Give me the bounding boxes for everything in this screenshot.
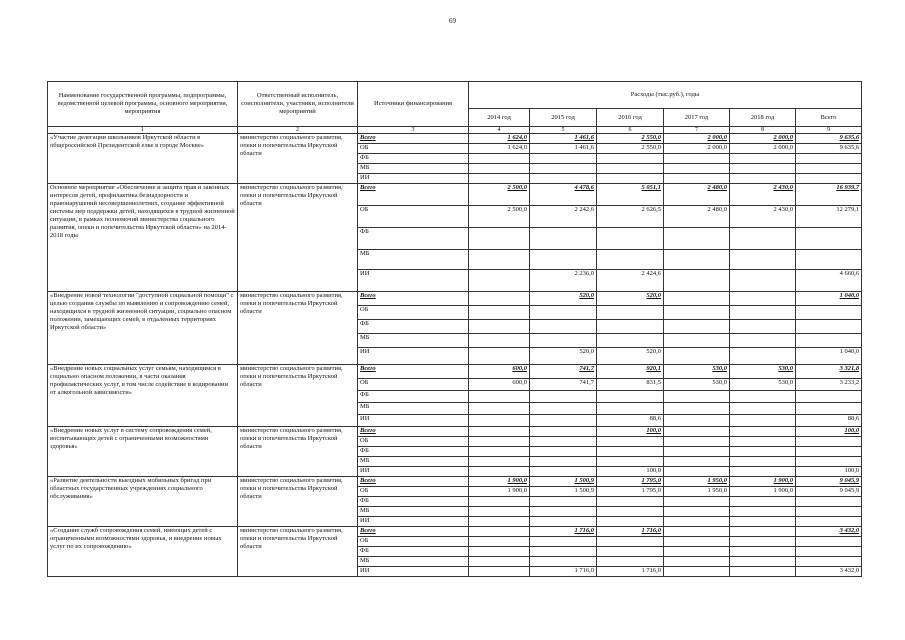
page-number: 69 (449, 17, 456, 25)
year-value-cell: 2 550,0 (597, 134, 664, 144)
year-value-cell (469, 467, 530, 477)
table-row (48, 134, 862, 144)
year-value-cell: 1 900,0 (730, 487, 796, 497)
year-value-cell (730, 292, 796, 306)
header-name: Наименование государственной программы, подпрограммы, ведомственной целевой программы, основного мероприятия, мероприятия (48, 82, 238, 127)
year-value-cell (664, 292, 730, 306)
year-value-cell (730, 437, 796, 447)
year-value-cell (469, 537, 530, 547)
funding-source: ФБ (358, 391, 469, 403)
year-value-cell: 2 480,0 (664, 206, 730, 228)
column-index: 6 (597, 127, 664, 134)
year-value-cell (664, 415, 730, 427)
total-cell: 9 045,9 (796, 477, 862, 487)
header-year: 2014 год (469, 109, 530, 127)
header-executor: Ответственный исполнитель, соисполнители, участники, исполнители мероприятий (238, 82, 358, 127)
funding-source: ОБ (358, 537, 469, 547)
year-value-cell (664, 250, 730, 270)
year-value-cell: 1 950,0 (664, 477, 730, 487)
year-value-cell: 2 480,0 (664, 184, 730, 206)
year-value-cell (664, 457, 730, 467)
year-value-cell (730, 306, 796, 320)
year-value-cell (530, 334, 597, 348)
year-value-cell: 2 550,0 (597, 144, 664, 154)
year-value-cell: 1 716,0 (530, 527, 597, 537)
year-value-cell: 2 000,0 (730, 134, 796, 144)
year-value-cell (469, 348, 530, 365)
year-value-cell (664, 547, 730, 557)
year-value-cell (730, 557, 796, 567)
year-value-cell (469, 292, 530, 306)
header-year: 2017 год (664, 109, 730, 127)
year-value-cell (469, 306, 530, 320)
column-index: 9 (796, 127, 862, 134)
year-value-cell (664, 467, 730, 477)
year-value-cell (469, 270, 530, 292)
year-value-cell (730, 174, 796, 184)
column-index: 5 (530, 127, 597, 134)
year-value-cell: 1 950,0 (664, 487, 730, 497)
year-value-cell (469, 164, 530, 174)
year-value-cell (597, 228, 664, 250)
year-value-cell (664, 537, 730, 547)
activity-name: «Участие делегации школьников Иркутской области в общероссийской Президентской елке в городе Москве» (48, 134, 238, 184)
year-value-cell: 100,0 (597, 427, 664, 437)
funding-source: Всего (358, 427, 469, 437)
year-value-cell (469, 334, 530, 348)
total-cell (796, 457, 862, 467)
year-value-cell (597, 334, 664, 348)
executor-name: министерство социального развития, опеки и попечительства Иркутской области (238, 134, 358, 184)
total-cell (796, 537, 862, 547)
year-value-cell (730, 567, 796, 577)
year-value-cell: 2 430,0 (730, 206, 796, 228)
year-value-cell (530, 457, 597, 467)
year-value-cell (597, 320, 664, 334)
year-value-cell (597, 547, 664, 557)
header-total: Всего (796, 109, 862, 127)
year-value-cell: 530,0 (664, 379, 730, 391)
year-value-cell (730, 415, 796, 427)
total-cell: 3 432,0 (796, 527, 862, 537)
table-row (48, 184, 862, 206)
funding-source: МБ (358, 164, 469, 174)
year-value-cell (664, 507, 730, 517)
executor-name: министерство социального развития, опеки и попечительства Иркутской области (238, 527, 358, 577)
year-value-cell (730, 403, 796, 415)
year-value-cell (730, 320, 796, 334)
year-value-cell (730, 457, 796, 467)
year-value-cell: 1 900,0 (469, 477, 530, 487)
funding-source: Всего (358, 292, 469, 306)
funding-source: Всего (358, 365, 469, 379)
table-body (48, 134, 862, 577)
total-cell: 1 040,0 (796, 292, 862, 306)
year-value-cell (469, 154, 530, 164)
total-cell: 4 660,6 (796, 270, 862, 292)
total-cell (796, 154, 862, 164)
year-value-cell (530, 517, 597, 527)
year-value-cell (730, 164, 796, 174)
year-value-cell (530, 427, 597, 437)
activity-name: «Внедрение новых услуг в систему сопровождения семей, воспитывающих детей с ограниченными возможностями здоровья» (48, 427, 238, 477)
header-year: 2016 год (597, 109, 664, 127)
funding-source: МБ (358, 507, 469, 517)
header-year: 2018 год (730, 109, 796, 127)
year-value-cell (469, 391, 530, 403)
total-cell: 3 432,0 (796, 567, 862, 577)
year-value-cell (664, 427, 730, 437)
year-value-cell: 2 626,5 (597, 206, 664, 228)
year-value-cell: 1 624,0 (469, 144, 530, 154)
activity-name: «Развитие деятельности выездных мобильных бригад при областных государственных учреждениях социального обслуживания» (48, 477, 238, 527)
year-value-cell (530, 557, 597, 567)
year-value-cell (664, 557, 730, 567)
year-value-cell (469, 403, 530, 415)
year-value-cell: 530,0 (730, 379, 796, 391)
year-value-cell (597, 507, 664, 517)
year-value-cell: 1 624,0 (469, 134, 530, 144)
year-value-cell (664, 334, 730, 348)
year-value-cell (730, 348, 796, 365)
year-value-cell (664, 517, 730, 527)
year-value-cell: 520,0 (597, 348, 664, 365)
year-value-cell: 1 795,0 (597, 477, 664, 487)
funding-source: ОБ (358, 379, 469, 391)
table-row (48, 477, 862, 487)
funding-source: ОБ (358, 144, 469, 154)
year-value-cell (530, 320, 597, 334)
total-cell (796, 320, 862, 334)
total-cell (796, 403, 862, 415)
year-value-cell (597, 537, 664, 547)
year-value-cell (664, 320, 730, 334)
year-value-cell (730, 427, 796, 437)
year-value-cell (664, 174, 730, 184)
funding-source: МБ (358, 250, 469, 270)
year-value-cell (664, 403, 730, 415)
funding-source: ИИ (358, 517, 469, 527)
year-value-cell (597, 403, 664, 415)
total-cell (796, 250, 862, 270)
total-cell (796, 497, 862, 507)
year-value-cell (469, 547, 530, 557)
year-value-cell: 1 795,0 (597, 487, 664, 497)
year-value-cell (597, 164, 664, 174)
year-value-cell: 100,0 (597, 467, 664, 477)
year-value-cell: 2 000,0 (730, 144, 796, 154)
year-value-cell: 2 500,0 (469, 184, 530, 206)
funding-source: ОБ (358, 437, 469, 447)
executor-name: министерство социального развития, опеки и попечительства Иркутской области (238, 365, 358, 427)
total-cell (796, 174, 862, 184)
year-value-cell: 530,0 (730, 365, 796, 379)
activity-name: «Внедрение новых социальных услуг семьям, находящимся в социально опасном положении, в части оказания профилактических услуг, в том числе содействие в кодировании от алкогольной зависимости» (48, 365, 238, 427)
year-value-cell (664, 437, 730, 447)
column-index: 3 (358, 127, 469, 134)
funding-source: Всего (358, 477, 469, 487)
year-value-cell (664, 391, 730, 403)
year-value-cell (469, 415, 530, 427)
funding-source: МБ (358, 403, 469, 415)
executor-name: министерство социального развития, опеки и попечительства Иркутской области (238, 477, 358, 527)
funding-source: ФБ (358, 154, 469, 164)
year-value-cell: 2 000,0 (664, 134, 730, 144)
year-value-cell (597, 174, 664, 184)
executor-name: министерство социального развития, опеки и попечительства Иркутской области (238, 427, 358, 477)
year-value-cell (730, 527, 796, 537)
funding-source: ФБ (358, 320, 469, 334)
year-value-cell: 2 242,6 (530, 206, 597, 228)
year-value-cell (530, 415, 597, 427)
year-value-cell (664, 164, 730, 174)
total-cell (796, 507, 862, 517)
year-value-cell (469, 320, 530, 334)
funding-source: Всего (358, 184, 469, 206)
activity-name: «Создание служб сопровождения семей, имеющих детей с ограниченными возможностями здоровья, и внедрение новых услуг по их сопровождению» (48, 527, 238, 577)
year-value-cell (597, 517, 664, 527)
year-value-cell (530, 547, 597, 557)
funding-source: ИИ (358, 348, 469, 365)
total-cell: 16 939,7 (796, 184, 862, 206)
year-value-cell (530, 447, 597, 457)
year-value-cell: 1 461,6 (530, 144, 597, 154)
year-value-cell (597, 306, 664, 320)
funding-source: ИИ (358, 270, 469, 292)
year-value-cell (730, 391, 796, 403)
year-value-cell (530, 228, 597, 250)
funding-source: МБ (358, 457, 469, 467)
total-cell (796, 437, 862, 447)
year-value-cell (469, 228, 530, 250)
year-value-cell (530, 154, 597, 164)
year-value-cell (597, 497, 664, 507)
funding-source: ИИ (358, 567, 469, 577)
total-cell (796, 547, 862, 557)
year-value-cell: 520,0 (530, 348, 597, 365)
year-value-cell (730, 547, 796, 557)
year-value-cell (730, 517, 796, 527)
column-index: 4 (469, 127, 530, 134)
year-value-cell (530, 507, 597, 517)
total-cell (796, 334, 862, 348)
year-value-cell: 1 900,0 (469, 487, 530, 497)
year-value-cell: 600,0 (469, 379, 530, 391)
year-value-cell: 520,0 (597, 292, 664, 306)
funding-source: ОБ (358, 306, 469, 320)
table-row (48, 365, 862, 379)
table-row (48, 292, 862, 306)
year-value-cell (597, 391, 664, 403)
year-value-cell: 741,7 (530, 379, 597, 391)
table-row (48, 527, 862, 537)
year-value-cell (730, 467, 796, 477)
funding-source: ИИ (358, 467, 469, 477)
year-value-cell (597, 457, 664, 467)
total-cell: 9 635,6 (796, 144, 862, 154)
year-value-cell: 1 900,0 (730, 477, 796, 487)
total-cell (796, 306, 862, 320)
executor-name: министерство социального развития, опеки и попечительства Иркутской области (238, 184, 358, 292)
funding-source: Всего (358, 134, 469, 144)
total-cell (796, 164, 862, 174)
year-value-cell: 1 716,0 (530, 567, 597, 577)
year-value-cell (730, 447, 796, 457)
total-cell: 100,0 (796, 467, 862, 477)
year-value-cell (597, 557, 664, 567)
activity-name: «Внедрение новой технологии "доступной социальной помощи" с целью создания службы по выявлению и сопровождению семей, находящихся в трудной жизненной ситуации, социально опасном положении, замещающих семей, в отдаленных территориях Иркутской области» (48, 292, 238, 365)
year-value-cell: 520,0 (530, 292, 597, 306)
total-cell (796, 557, 862, 567)
total-cell: 12 279,1 (796, 206, 862, 228)
year-value-cell (469, 527, 530, 537)
column-index: 2 (238, 127, 358, 134)
header-expenses: Расходы (тыс.руб.), годы (469, 82, 862, 109)
column-index: 7 (664, 127, 730, 134)
year-value-cell: 920,1 (597, 365, 664, 379)
executor-name: министерство социального развития, опеки и попечительства Иркутской области (238, 292, 358, 365)
year-value-cell (469, 497, 530, 507)
total-cell (796, 228, 862, 250)
year-value-cell (664, 228, 730, 250)
column-index: 1 (48, 127, 238, 134)
year-value-cell (469, 517, 530, 527)
total-cell: 3 233,2 (796, 379, 862, 391)
year-value-cell (664, 567, 730, 577)
year-value-cell: 2 236,0 (530, 270, 597, 292)
year-value-cell (730, 270, 796, 292)
funding-source: МБ (358, 557, 469, 567)
activity-name: Основное мероприятие «Обеспечение и защита прав и законных интересов детей, профилактика безнадзорности и правонарушений несовершеннолетних, создание эффективной системы мер поддержки детей, находящихся в трудной жизненной ситуации, в рамках полномочий министерства социального развития, опеки и попечительства Иркутской области» на 2014-2018 годы (48, 184, 238, 292)
year-value-cell (730, 154, 796, 164)
table-row (48, 427, 862, 437)
year-value-cell (664, 447, 730, 457)
year-value-cell (664, 527, 730, 537)
year-value-cell (530, 537, 597, 547)
year-value-cell (597, 154, 664, 164)
budget-table (47, 81, 862, 577)
year-value-cell (469, 174, 530, 184)
year-value-cell (469, 557, 530, 567)
total-cell (796, 517, 862, 527)
total-cell (796, 391, 862, 403)
total-cell: 88,6 (796, 415, 862, 427)
year-value-cell (530, 403, 597, 415)
year-value-cell: 1 500,9 (530, 477, 597, 487)
total-cell (796, 447, 862, 457)
year-value-cell (530, 467, 597, 477)
year-value-cell (730, 497, 796, 507)
year-value-cell: 88,6 (597, 415, 664, 427)
year-value-cell (730, 228, 796, 250)
funding-source: ФБ (358, 228, 469, 250)
year-value-cell: 1 716,0 (597, 527, 664, 537)
total-cell: 100,0 (796, 427, 862, 437)
year-value-cell: 600,0 (469, 365, 530, 379)
year-value-cell: 2 000,0 (664, 144, 730, 154)
funding-source: ФБ (358, 447, 469, 457)
year-value-cell (469, 567, 530, 577)
year-value-cell (469, 437, 530, 447)
total-cell: 1 040,0 (796, 348, 862, 365)
year-value-cell: 741,7 (530, 365, 597, 379)
year-value-cell: 4 478,6 (530, 184, 597, 206)
year-value-cell (597, 437, 664, 447)
year-value-cell (597, 250, 664, 270)
year-value-cell (469, 427, 530, 437)
funding-source: Всего (358, 527, 469, 537)
year-value-cell: 530,0 (664, 365, 730, 379)
funding-source: МБ (358, 334, 469, 348)
funding-source: ОБ (358, 487, 469, 497)
year-value-cell (730, 537, 796, 547)
funding-source: ФБ (358, 497, 469, 507)
year-value-cell (469, 250, 530, 270)
total-cell: 9 045,9 (796, 487, 862, 497)
year-value-cell (530, 174, 597, 184)
year-value-cell: 831,5 (597, 379, 664, 391)
year-value-cell (469, 457, 530, 467)
funding-source: ФБ (358, 547, 469, 557)
year-value-cell (530, 391, 597, 403)
year-value-cell: 2 500,0 (469, 206, 530, 228)
year-value-cell (530, 497, 597, 507)
year-value-cell (664, 270, 730, 292)
year-value-cell (664, 306, 730, 320)
year-value-cell: 1 461,6 (530, 134, 597, 144)
year-value-cell (730, 334, 796, 348)
year-value-cell: 2 430,0 (730, 184, 796, 206)
total-cell: 9 635,6 (796, 134, 862, 144)
year-value-cell (597, 447, 664, 457)
year-value-cell: 1 716,0 (597, 567, 664, 577)
year-value-cell (469, 447, 530, 457)
year-value-cell: 5 051,1 (597, 184, 664, 206)
year-value-cell (530, 164, 597, 174)
column-index: 8 (730, 127, 796, 134)
year-value-cell (530, 250, 597, 270)
year-value-cell: 2 424,6 (597, 270, 664, 292)
year-value-cell (530, 306, 597, 320)
funding-source: ИИ (358, 174, 469, 184)
year-value-cell (469, 507, 530, 517)
year-value-cell (664, 348, 730, 365)
year-value-cell (664, 497, 730, 507)
year-value-cell: 1 500,9 (530, 487, 597, 497)
year-value-cell (664, 154, 730, 164)
header-year: 2015 год (530, 109, 597, 127)
funding-source: ИИ (358, 415, 469, 427)
year-value-cell (730, 250, 796, 270)
year-value-cell (530, 437, 597, 447)
total-cell: 3 321,8 (796, 365, 862, 379)
header-source: Источники финансирования (358, 82, 469, 127)
funding-source: ОБ (358, 206, 469, 228)
year-value-cell (730, 507, 796, 517)
